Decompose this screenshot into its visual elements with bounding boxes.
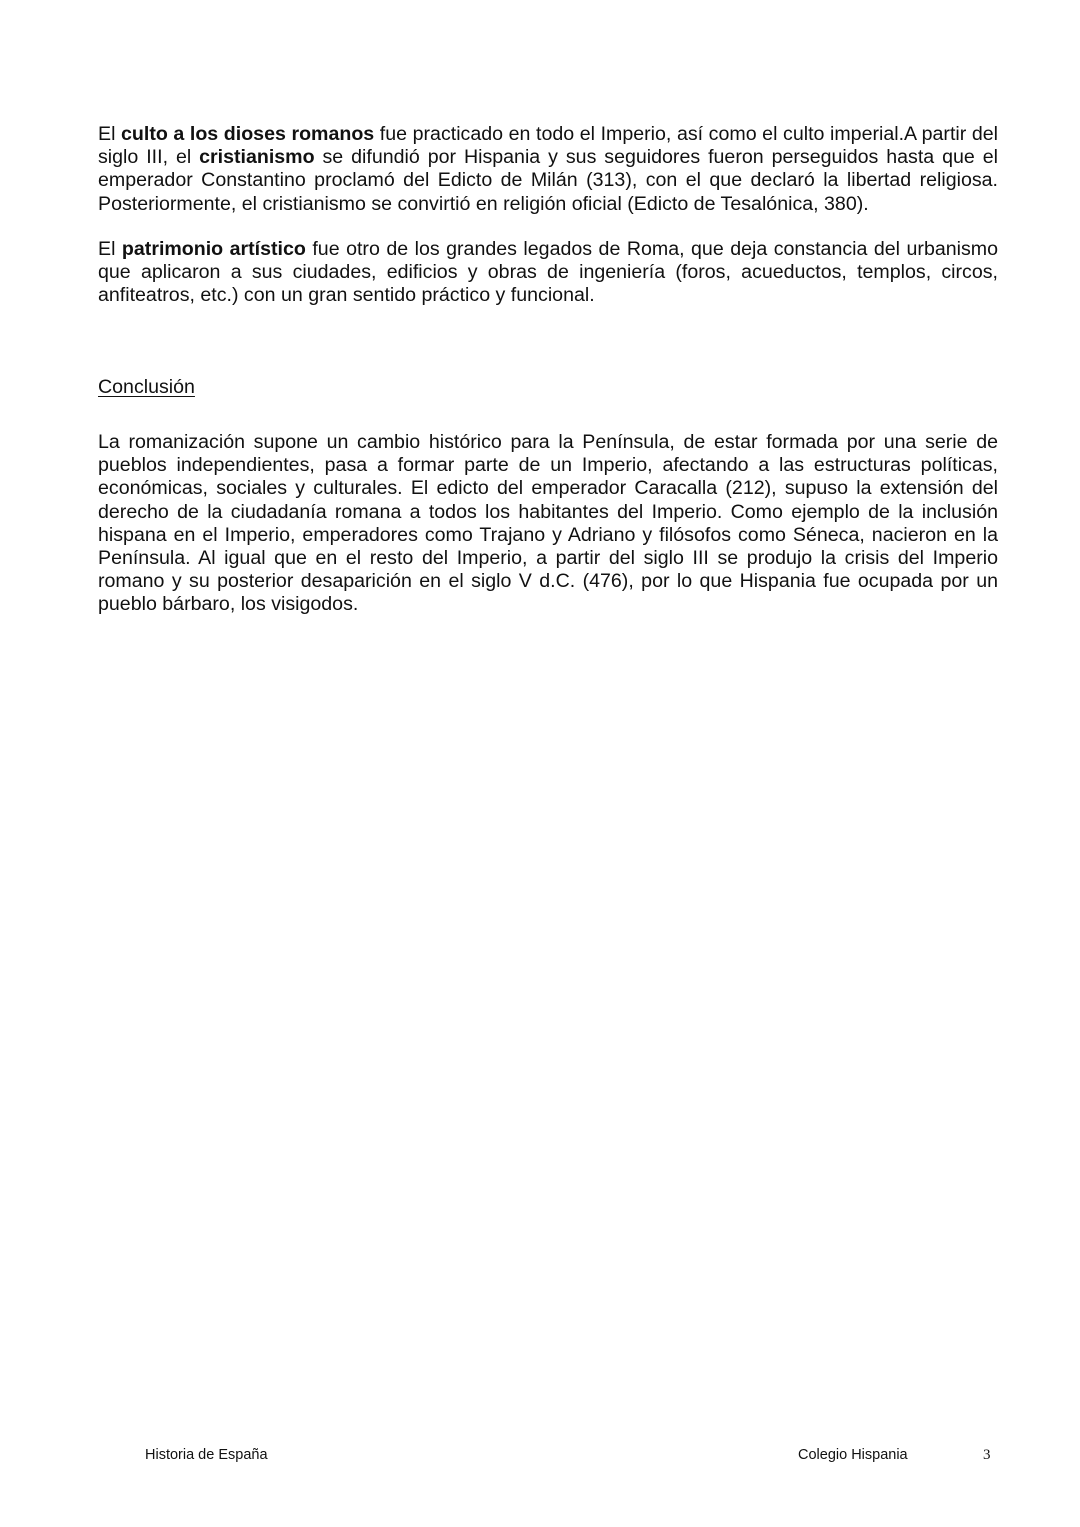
- footer-subject: Historia de España: [145, 1447, 268, 1463]
- paragraph-text: fue otro de los grandes legados de Roma, que deja constancia del urbanismo que aplicaron a sus ciudades, edificios y obras de ingeniería (foros, acueductos, templos, circos, anfiteatros, etc.) con un gran sentido práctico y funcional.: [98, 238, 998, 307]
- bold-term-patrimonio: patrimonio artístico: [121, 238, 306, 260]
- paragraph-heritage: [98, 238, 998, 308]
- paragraph-conclusion: La romanización supone un cambio histórico para la Península, de estar formada por una serie de pueblos independientes, pasa a formar parte de un Imperio, afectando a las estructuras políticas, económicas, sociales y culturales. El edicto del emperador Caracalla (212), supuso la extensión del derecho de la ciudadanía romana a todos los habitantes del Imperio. Como ejemplo de la inclusión hispana en el Imperio, emperadores como Trajano y Adriano y filósofos como Séneca, nacieron en la Península. Al igual que en el resto del Imperio, a partir del siglo III se produjo la crisis del Imperio romano y su posterior desaparición en el siglo V d.C. (476), por lo que Hispania fue ocupada por un pueblo bárbaro, los visigodos.: [98, 431, 998, 616]
- bold-term-cristianismo: cristianismo: [199, 146, 315, 169]
- page-number: 3: [983, 1447, 991, 1463]
- footer-school: Colegio Hispania: [798, 1447, 908, 1463]
- section-heading-conclusion: Conclusión: [98, 376, 195, 398]
- paragraph-text: El: [98, 238, 122, 260]
- paragraph-text: se difundió por Hispania y sus seguidores fueron perseguidos hasta que el emperador Constantino proclamó del Edicto de Milán (313), con el que declaró la libertad religiosa. Posteriormente, el cristianismo se convirtió en religión oficial (Edicto de Tesalónica, 380).: [98, 146, 999, 215]
- paragraph-religion: [98, 123, 998, 216]
- paragraph-text: fue practicado en todo el Imperio, así como el culto imperial.A partir del siglo III, el: [98, 123, 998, 169]
- bold-term-culto: culto a los dioses romanos: [121, 123, 375, 145]
- paragraph-text: El: [98, 123, 122, 145]
